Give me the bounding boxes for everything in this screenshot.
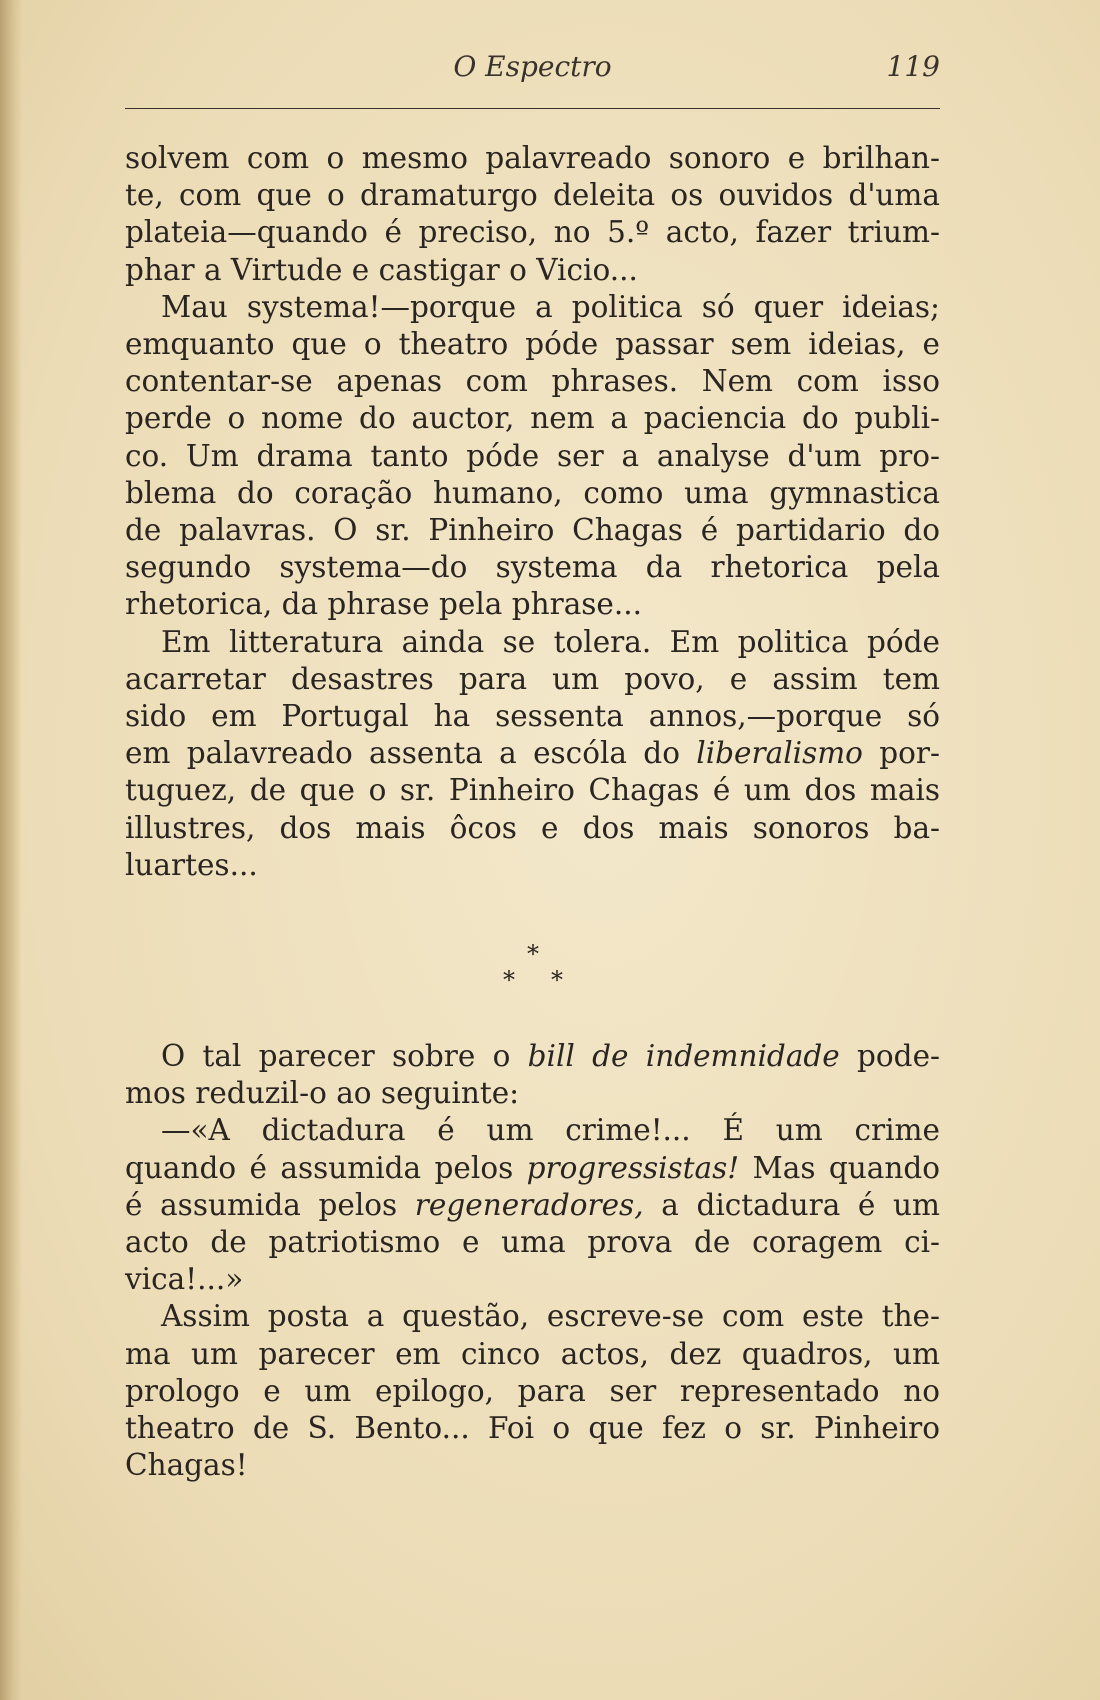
text-run: em palavreado assenta a escóla do: [125, 736, 697, 771]
text-run: O tal parecer sobre o: [161, 1039, 528, 1073]
paragraph-6: [125, 1298, 940, 1484]
running-title: O Espectro: [453, 50, 612, 83]
text-line: plateia—quando é preciso, no 5.º acto, fazer trium-: [125, 215, 940, 250]
text-line: ma um parecer em cinco actos, dez quadros, um: [125, 1336, 940, 1371]
text-line: illustres, dos mais ôcos e dos mais sonoros ba-: [125, 810, 940, 845]
text-line: acto de patriotismo e uma prova de coragem ci-: [125, 1225, 940, 1260]
text-run: quando é assumida pelos: [125, 1150, 527, 1185]
text-line: [125, 1187, 940, 1224]
text-line: perde o nome do auctor, nem a paciencia do publi-: [125, 401, 940, 436]
paragraph-5: [125, 1112, 940, 1298]
text-line: phar a Virtude e castigar o Vicio...: [125, 252, 638, 287]
page-spine-shadow: [0, 0, 22, 1700]
page-number: 119: [886, 50, 940, 83]
text-line: contentar-se apenas com phrases. Nem com isso: [125, 364, 940, 399]
section-2: [125, 1038, 940, 1484]
text-line: blema do coração humano, como uma gymnastica: [125, 475, 940, 510]
text-line: tuguez, de que o sr. Pinheiro Chagas é um dos mais: [125, 773, 940, 808]
text-line: de palavras. O sr. Pinheiro Chagas é partidario do: [125, 513, 940, 548]
paragraph-4: [125, 1038, 940, 1112]
text-line: vica!...»: [125, 1262, 244, 1297]
text-line: [125, 735, 940, 772]
page-header: [125, 50, 940, 90]
text-run: é assumida pelos: [125, 1187, 415, 1222]
text-line: luartes...: [125, 847, 258, 882]
paragraph-3: [125, 624, 940, 884]
text-line: prologo e um epilogo, para ser representado no: [125, 1373, 940, 1408]
header-rule: [125, 108, 940, 109]
italic-term: regeneradores,: [414, 1187, 644, 1222]
italic-term: bill de indemnidade: [527, 1039, 840, 1073]
section-1: [125, 140, 940, 884]
text-run: pode-: [839, 1039, 940, 1073]
text-line: Chagas!: [125, 1448, 248, 1483]
paragraph-1: [125, 140, 940, 289]
text-run: a dictadura é um: [643, 1187, 940, 1222]
text-line: mos reduzil-o ao seguinte:: [125, 1076, 520, 1111]
text-run: por-: [862, 736, 941, 771]
text-line: sido em Portugal ha sessenta annos,—porque só: [125, 699, 940, 734]
text-line: solvem com o mesmo palavreado sonoro e brilhan-: [125, 141, 940, 175]
text-line: Em litteratura ainda se tolera. Em politica póde: [161, 624, 940, 659]
asterism-star: *: [527, 940, 539, 968]
asterism-star: *: [551, 966, 563, 994]
text-line: rhetorica, da phrase pela phrase...: [125, 587, 643, 622]
text-line: segundo systema—do systema da rhetorica pela: [125, 550, 940, 585]
text-line: —«A dictadura é um crime!... É um crime: [161, 1113, 940, 1148]
italic-term: progressistas!: [526, 1150, 740, 1185]
text-line: [125, 1150, 940, 1187]
text-line: Mau systema!—porque a politica só quer ideias;: [161, 289, 940, 324]
text-line: emquanto que o theatro póde passar sem ideias, e: [125, 327, 940, 362]
text-line: Assim posta a questão, escreve-se com este the-: [161, 1299, 940, 1334]
text-run: Mas quando: [739, 1150, 940, 1185]
text-line: [125, 1038, 940, 1075]
paragraph-2: [125, 289, 940, 624]
asterism-star: *: [503, 966, 515, 994]
text-line: acarretar desastres para um povo, e assim tem: [125, 661, 940, 696]
section-asterism: [125, 940, 940, 1000]
text-line: co. Um drama tanto póde ser a analyse d'um pro-: [125, 438, 940, 473]
text-line: te, com que o dramaturgo deleita os ouvidos d'uma: [125, 178, 940, 213]
text-line: theatro de S. Bento... Foi o que fez o sr. Pinheiro: [125, 1411, 940, 1446]
italic-term: liberalismo: [696, 736, 863, 771]
